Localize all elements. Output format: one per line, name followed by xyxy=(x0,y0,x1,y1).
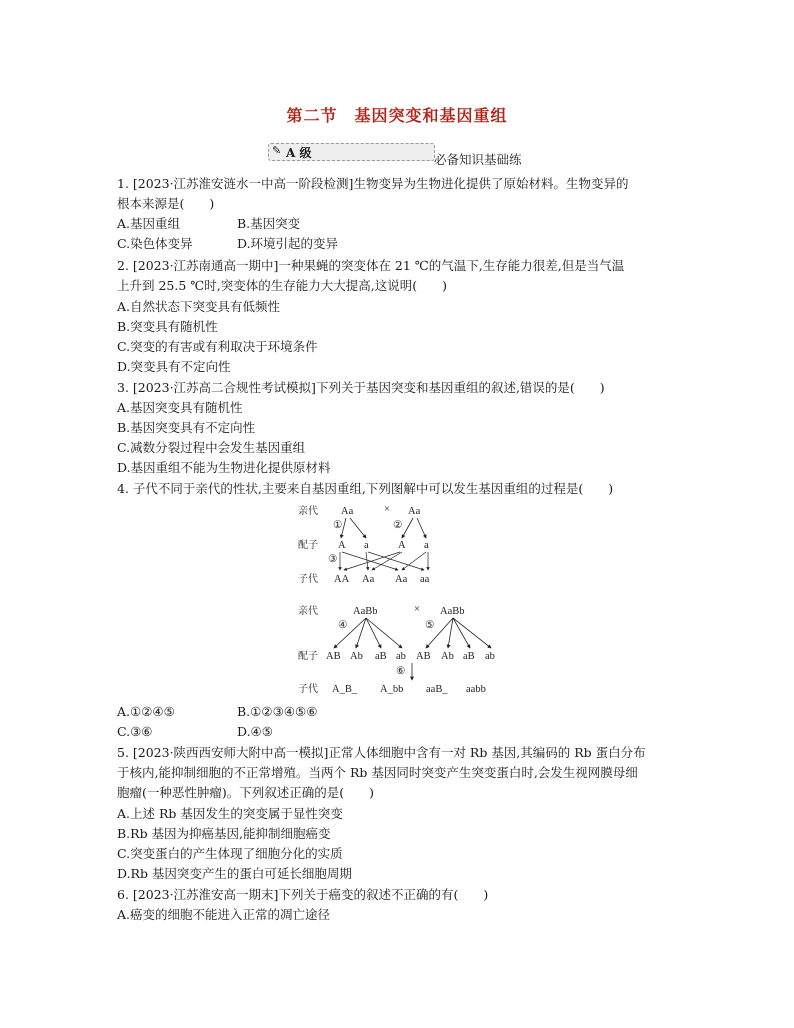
top-offspring-2: Aa xyxy=(362,574,375,585)
q5-option-c: C.突变蛋白的产生体现了细胞分化的实质 xyxy=(117,846,343,861)
bottom-gamete-5: AB xyxy=(416,651,431,662)
top-parent-1: Aa xyxy=(341,506,354,517)
bottom-gamete-8: ab xyxy=(485,651,495,662)
q1-stem-line-2: 根本来源是( ) xyxy=(117,196,215,211)
bottom-gamete-1: AB xyxy=(326,651,341,662)
q2-stem-line-1: 2. [2023·江苏南通高一期中]一种果蝇的突变体在 21 ℃的气温下,生存能力很差,但是当气温 xyxy=(117,258,625,273)
label-offspring-1: 子代 xyxy=(298,574,318,585)
top-parent-2: Aa xyxy=(408,506,421,517)
bottom-gamete-7: aB xyxy=(463,651,475,662)
top-offspring-1: AA xyxy=(334,574,350,585)
q5-option-a: A.上述 Rb 基因发生的突变属于显性突变 xyxy=(117,806,343,821)
q5-stem-line-2: 于核内,能抑制细胞的不正常增殖。当两个 Rb 基因同时突变产生突变蛋白时,会发生视网膜母细 xyxy=(117,765,638,780)
q1-stem-line-1: 1. [2023·江苏淮安涟水一中高一阶段检测]生物变异为生物进化提供了原始材料。生物变异的 xyxy=(117,176,629,191)
bottom-offspring-1: A_B_ xyxy=(332,684,358,695)
q1-option-c: C.染色体变异 xyxy=(117,236,193,251)
q2-option-a: A.自然状态下突变具有低频性 xyxy=(117,299,281,314)
section-level-tag xyxy=(268,143,435,161)
step-3: ③ xyxy=(328,554,338,565)
page-title: 第二节 基因突变和基因重组 xyxy=(286,106,508,125)
label-parent-1: 亲代 xyxy=(298,506,318,517)
step-2: ② xyxy=(393,520,403,531)
q5-stem-line-1: 5. [2023·陕西西安师大附中高一模拟]正常人体细胞中含有一对 Rb 基因,其编码的 Rb 蛋白分布 xyxy=(117,745,646,760)
q2-option-b: B.突变具有随机性 xyxy=(117,319,218,334)
q2-option-d: D.突变具有不定向性 xyxy=(117,359,231,374)
q2-option-c: C.突变的有害或有利取决于环境条件 xyxy=(117,339,318,354)
q3-stem: 3. [2023·江苏高二合规性考试模拟]下列关于基因突变和基因重组的叙述,错误的是( ) xyxy=(117,380,605,395)
step-1: ① xyxy=(333,520,343,531)
q6-option-a: A.癌变的细胞不能进入正常的凋亡途径 xyxy=(117,907,331,922)
label-gamete-1: 配子 xyxy=(298,540,318,551)
level-label: A 级 xyxy=(286,146,312,160)
bottom-gamete-3: aB xyxy=(375,651,387,662)
top-gamete-1: A xyxy=(338,540,346,551)
label-parent-2: 亲代 xyxy=(298,606,318,617)
q5-option-d: D.Rb 基因突变产生的蛋白可延长细胞周期 xyxy=(117,866,352,881)
q1-option-b: B.基因突变 xyxy=(237,216,301,231)
q4-stem: 4. 子代不同于亲代的性状,主要来自基因重组,下列图解中可以发生基因重组的过程是( ) xyxy=(117,481,614,496)
bottom-cross-sign: × xyxy=(414,604,420,615)
q5-stem-line-3: 胞瘤(一种恶性肿瘤)。下列叙述正确的是( ) xyxy=(117,785,375,800)
q3-option-b: B.基因突变具有不定向性 xyxy=(117,420,256,435)
q4-option-d: D.④⑤ xyxy=(237,724,273,739)
q4-option-b: B.①②③④⑤⑥ xyxy=(237,704,318,719)
q3-option-a: A.基因突变具有随机性 xyxy=(117,400,243,415)
q3-option-c: C.减数分裂过程中会发生基因重组 xyxy=(117,440,306,455)
top-offspring-3: Aa xyxy=(395,574,408,585)
q6-stem: 6. [2023·江苏淮安高一期末]下列关于癌变的叙述不正确的有( ) xyxy=(117,887,489,902)
top-gamete-4: a xyxy=(424,540,429,551)
genetic-cross-diagram xyxy=(298,500,528,700)
step-5: ⑤ xyxy=(425,620,435,631)
step-4: ④ xyxy=(338,620,348,631)
label-offspring-2: 子代 xyxy=(298,684,318,695)
bottom-gamete-4: ab xyxy=(396,651,406,662)
q4-option-a: A.①②④⑤ xyxy=(117,704,175,719)
top-gamete-2: a xyxy=(364,540,369,551)
top-offspring-4: aa xyxy=(420,574,430,585)
label-gamete-2: 配子 xyxy=(298,651,318,662)
section-name: 必备知识基础练 xyxy=(434,152,522,167)
bottom-offspring-2: A_bb xyxy=(380,684,404,695)
q4-option-c: C.③⑥ xyxy=(117,724,153,739)
q3-option-d: D.基因重组不能为生物进化提供原材料 xyxy=(117,460,331,475)
bottom-offspring-3: aaB_ xyxy=(426,684,448,695)
bottom-parent-1: AaBb xyxy=(353,606,378,617)
bottom-offspring-4: aabb xyxy=(466,684,486,695)
step-6: ⑥ xyxy=(396,666,406,677)
q1-option-d: D.环境引起的变异 xyxy=(237,236,339,251)
bottom-gamete-6: Ab xyxy=(441,651,454,662)
bottom-gamete-2: Ab xyxy=(350,651,363,662)
q2-stem-line-2: 上升到 25.5 ℃时,突变体的生存能力大大提高,这说明( ) xyxy=(117,278,447,293)
q5-option-b: B.Rb 基因为抑癌基因,能抑制细胞癌变 xyxy=(117,826,331,841)
q1-option-a: A.基因重组 xyxy=(117,216,181,231)
pencil-icon: ✎ xyxy=(272,144,282,157)
top-cross-sign: × xyxy=(384,504,390,515)
bottom-parent-2: AaBb xyxy=(440,606,465,617)
top-gamete-3: A xyxy=(398,540,406,551)
